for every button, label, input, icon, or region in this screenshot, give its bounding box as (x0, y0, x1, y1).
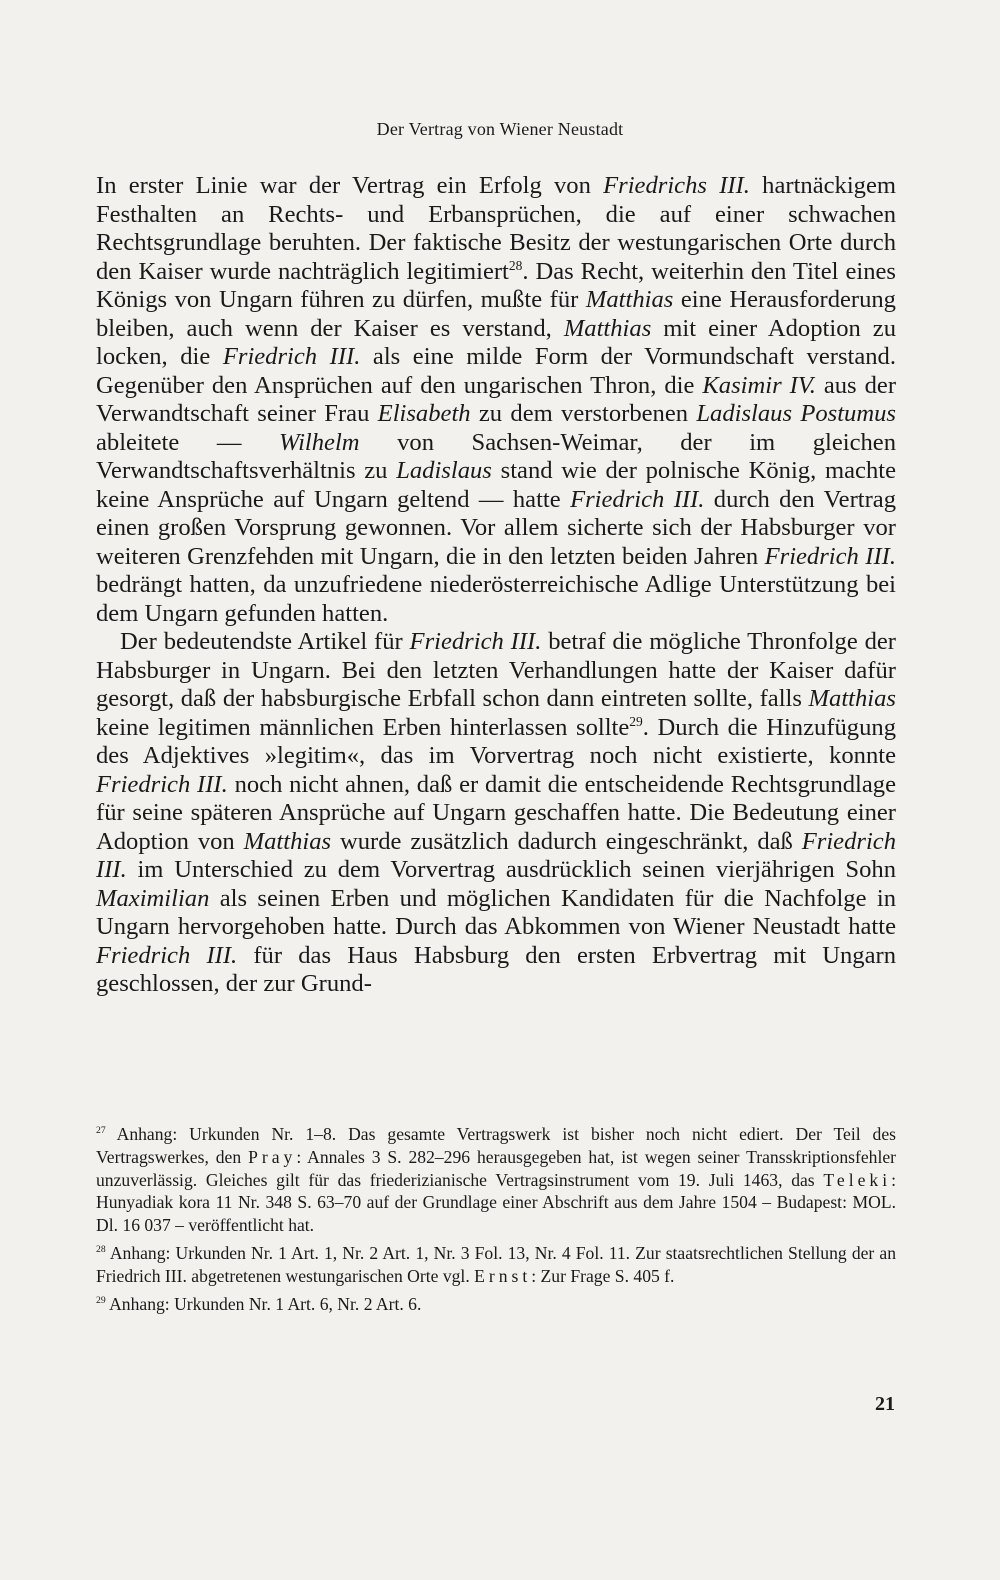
italic-name: Friedrich III. (570, 485, 705, 513)
footnote (96, 1293, 896, 1316)
italic-name: Wilhelm (278, 428, 360, 456)
text-run: als eine milde Form der Vormundschaft verstand. Gegenüber den Ansprüchen auf den ungarischen Thron, die (96, 343, 897, 399)
text-run: Der bedeutendste Artikel für (120, 628, 410, 655)
italic-name: Ladislaus (396, 457, 492, 484)
text-run: Anhang: Urkunden Nr. 1 Art. 6, Nr. 2 Art. 6. (105, 1293, 422, 1314)
italic-name: Matthias (808, 685, 896, 712)
running-head: Der Vertrag von Wiener Neustadt (376, 119, 624, 139)
text-run: ableitete — (96, 428, 279, 456)
page-number: 21 (875, 1393, 895, 1415)
text-run: wurde zusätzlich dadurch eingeschränkt, daß (331, 827, 802, 855)
footnote-ref: 29 (96, 1294, 106, 1306)
italic-name: Matthias (243, 827, 332, 855)
text-run: stand wie der polnische König, machte keine Ansprüche auf Ungarn geltend — hatte (96, 457, 896, 513)
text-run: : Zur Frage S. 405 f. (531, 1265, 675, 1286)
footnote-ref: 27 (96, 1125, 106, 1137)
author-name: Pray (248, 1146, 297, 1167)
author-name: Ernst (474, 1265, 532, 1286)
text-run: durch den Vertrag einen großen Vorsprung gewonnen. Vor allem sicherte sich der Habsburger vor weiteren Grenzfehden mit Ungarn, die in den letzten beiden Jahren (96, 485, 897, 570)
italic-name: Kasimir IV. (702, 371, 816, 399)
text-run: mit einer Adoption zu locken, die (96, 314, 896, 370)
italic-name: Matthias (585, 286, 674, 313)
text-run: als seinen Erben und möglichen Kandidaten für die Nachfolge in Ungarn hervorgehoben hatte. Durch das Abkommen von Wiener Neustadt hatte (96, 884, 896, 940)
text-run: : Annales 3 S. 282–296 herausgegeben hat, ist wegen seiner Transskriptionsfehler unzuverlässig. Gleiches gilt für das friederizianische Vertragsinstrument vom 19. Juli 1463, das (96, 1146, 896, 1190)
text-run: Anhang: Urkunden Nr. 1 Art. 1, Nr. 2 Art. 1, Nr. 3 Fol. 13, Nr. 4 Fol. 11. Zur staatsrechtlichen Stellung der an Friedrich III. abgetretenen westungarischen Orte vgl. (96, 1242, 896, 1286)
text-run: eine Herausforderung bleiben, auch wenn der Kaiser es verstand, (96, 286, 896, 342)
text-run: betraf die mögliche Thronfolge der Habsburger in Ungarn. Bei den letzten Verhandlungen hatte der Kaiser dafür gesorgt, daß der habsburgische Erbfall schon dann eintreten sollte, falls (96, 628, 896, 712)
text-run: zu dem verstorbenen (470, 400, 697, 427)
text-run: für das Haus Habsburg den ersten Erbvertrag mit Ungarn geschlossen, der zur Grund- (96, 941, 896, 997)
body-text (96, 172, 896, 999)
text-run: bedrängt hatten, da unzufriedene niederösterreichische Adlige Unterstützung bei dem Ungarn gefunden hatten. (96, 571, 896, 627)
italic-name: Maximilian (96, 884, 210, 912)
italic-name: Friedrichs III. (603, 172, 750, 199)
footnote-ref: 28 (508, 257, 523, 273)
paragraph (96, 172, 896, 628)
italic-name: Friedrich III. (222, 343, 361, 370)
italic-name: Friedrich III. (96, 827, 896, 883)
text-run: von Sachsen-Weimar, der im gleichen Verwandtschaftsverhältnis zu (96, 428, 896, 484)
footnote-ref: 29 (629, 713, 643, 729)
italic-name: Matthias (563, 314, 652, 342)
footnote (96, 1123, 896, 1237)
text-run: im Unterschied zu dem Vorvertrag ausdrücklich seinen vierjährigen Sohn (126, 856, 896, 883)
text-run: keine legitimen männlichen Erben hinterlassen sollte (96, 713, 630, 741)
italic-name: Ladislaus Postumus (696, 400, 896, 427)
italic-name: Friedrich III. (764, 542, 896, 570)
author-name: Teleki (823, 1169, 892, 1190)
footnote-ref: 28 (96, 1244, 106, 1256)
text-run: hartnäckigem Festhalten an Rechts- und Erbansprüchen, die auf einer schwachen Rechtsgrundlage beruhten. Der faktische Besitz der westungarischen Orte durch den Kaiser wurde nachträglich legitimiert (96, 172, 896, 285)
footnote (96, 1242, 896, 1288)
paragraph (96, 628, 896, 999)
text-run: . Durch die Hinzufügung des Adjektives »legitim«, das im Vorvertrag noch nicht existierte, konnte (96, 713, 896, 769)
italic-name: Friedrich III. (96, 941, 238, 969)
text-run: noch nicht ahnen, daß er damit die entscheidende Rechtsgrundlage für seine späteren Ansprüche auf Ungarn geschaffen hatte. Die Bedeutung einer Adoption von (96, 770, 897, 855)
text-run: : Hunyadiak kora 11 Nr. 348 S. 63–70 auf der Grundlage einer Abschrift aus dem Jahre 1504 – Budapest: MOL. Dl. 16 037 – veröffentlicht hat. (96, 1169, 896, 1236)
text-run: . Das Recht, weiterhin den Titel eines Königs von Ungarn führen zu dürfen, mußte für (96, 257, 896, 313)
footnotes (96, 1123, 896, 1320)
text-run: In erster Linie war der Vertrag ein Erfolg von (96, 172, 604, 199)
text-run: Anhang: Urkunden Nr. 1–8. Das gesamte Vertragswerk ist bisher noch nicht ediert. Der Teil des Vertragswerkes, den (96, 1124, 896, 1167)
italic-name: Elisabeth (377, 400, 471, 427)
italic-name: Friedrich III. (409, 628, 542, 655)
text-run: aus der Verwandtschaft seiner Frau (96, 371, 897, 427)
italic-name: Friedrich III. (96, 770, 228, 798)
